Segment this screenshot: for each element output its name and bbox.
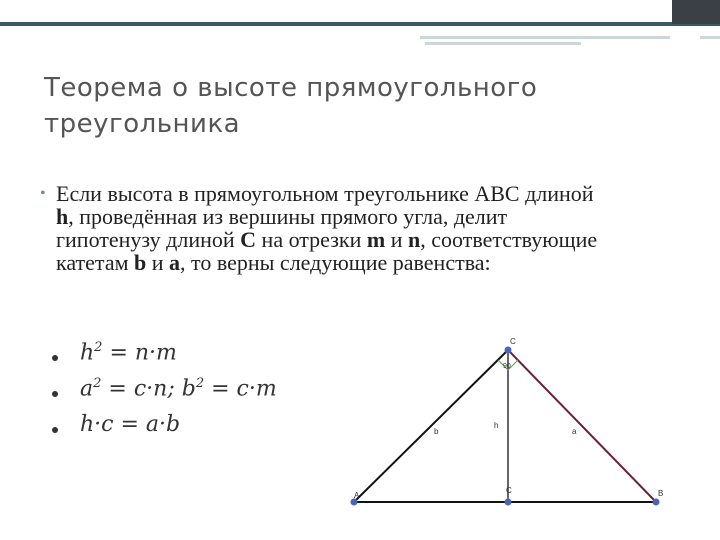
leg-b-line [354, 350, 508, 502]
label-right-vertex: B [658, 489, 664, 498]
top-band [0, 22, 720, 26]
label-angle: 90 [503, 363, 511, 370]
bullet: • [40, 185, 46, 202]
formula-legs-squared: $a^2 = c\cdot n$; $b^2 = c\cdot m$ [80, 376, 277, 402]
decor-line [420, 36, 670, 39]
text-segment: и [146, 250, 170, 275]
bullet-dot [52, 391, 58, 397]
label-left-leg: b [434, 427, 439, 436]
right-triangle-diagram [340, 330, 680, 520]
decor-line [425, 42, 581, 45]
decor-line [700, 36, 720, 39]
theorem-text [40, 181, 616, 275]
formula-hc-ab: h·c = a·b [80, 412, 181, 437]
text-segment: , то верны следующие равенства: [180, 250, 491, 275]
var-n: n [407, 227, 421, 252]
bullet-dot [52, 355, 58, 361]
label-foot: C [506, 486, 512, 495]
label-right-leg: a [572, 427, 577, 436]
var-h: h [56, 204, 69, 229]
var-c: C [240, 227, 257, 252]
vertex-point [505, 347, 512, 354]
top-right-dark-block [672, 0, 720, 24]
formula-h-squared: $h^2 = n\cdot m$ [80, 340, 177, 366]
vertex-point [653, 499, 660, 506]
label-height: h [494, 421, 499, 430]
bullet-dot [52, 427, 58, 433]
slide-top-decoration [0, 0, 720, 30]
leg-a-line [508, 350, 656, 502]
slide-title: Теорема о высоте прямоугольного треугольника [44, 73, 538, 139]
label-top-vertex: C [510, 337, 516, 346]
var-b: b [134, 250, 147, 275]
text-segment: Если высота в прямоугольном треугольнике ABC длиной [56, 181, 594, 206]
text-segment: и [385, 227, 408, 252]
label-left-vertex: A [354, 491, 360, 500]
text-segment: на отрезки [256, 227, 367, 252]
text-segment: , соответствующие катетам [56, 227, 598, 275]
var-a: a [169, 250, 181, 275]
var-m: m [366, 227, 386, 252]
foot-point [505, 499, 512, 506]
text-segment: , проведённая из вершины прямого угла, делит гипотенузу длиной [56, 204, 508, 252]
